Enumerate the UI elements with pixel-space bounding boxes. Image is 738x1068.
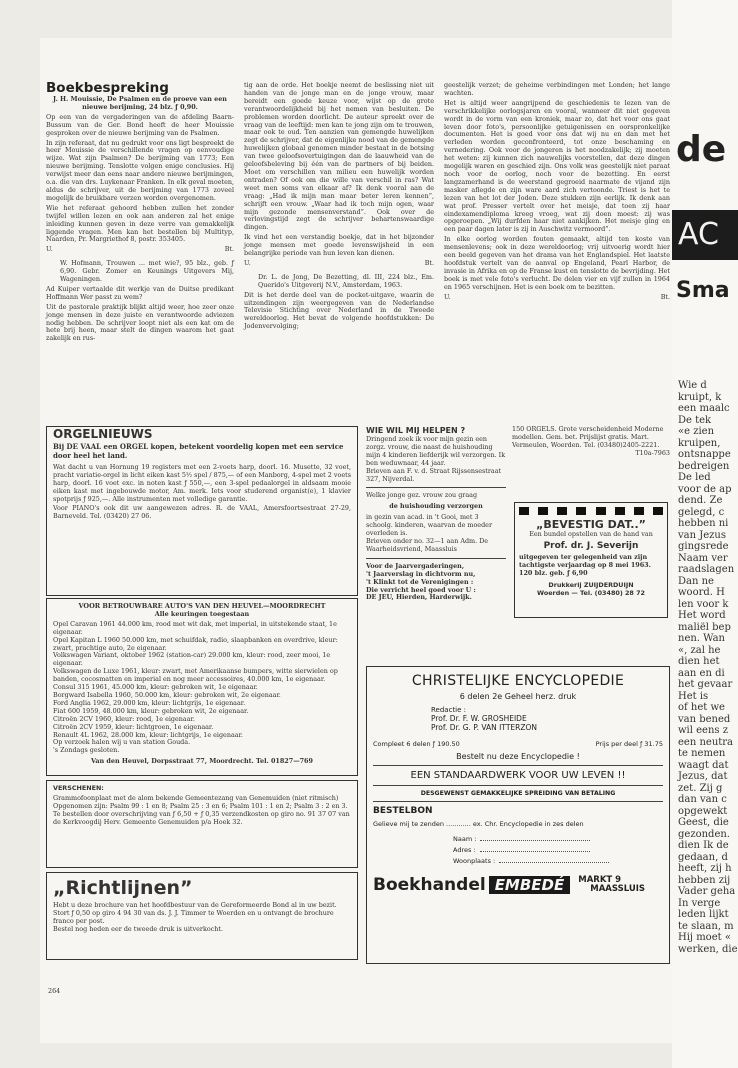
adjacent-text-line: van Jezus bbox=[678, 529, 726, 541]
price-per-volume: Prijs per deel ƒ 31.75 bbox=[595, 740, 663, 748]
price-complete: Compleet 6 delen ƒ 190.50 bbox=[373, 740, 460, 748]
auto-line: Opel Kapitan L 1960 50.000 km, met schuifdak, radio, slaapbanken en overdrive, kleur: zwart, prachtige auto, 2e eigenaar. bbox=[53, 635, 338, 652]
ad-place: Woerden — Tel. (03480) 28 72 bbox=[537, 588, 645, 597]
divider bbox=[366, 558, 506, 559]
ad-body: Hebt u deze brochure van het hoofdbestuur van de Gereformeerde Bond al in uw bezit. bbox=[53, 901, 337, 909]
auto-line: Consul 315 1961, 45.000 km, kleur: gebroken wit, 1e eigenaar. bbox=[53, 683, 258, 692]
review-column-1 bbox=[46, 96, 234, 345]
ad-bevestig-dat bbox=[514, 502, 668, 618]
ad-spreiding: DESGEWENST GEMAKKELIJKE SPREIDING VAN BETALING bbox=[420, 790, 616, 797]
ad-jaarvergadering bbox=[366, 563, 506, 603]
adjacent-text-line: kruipt, k bbox=[678, 391, 722, 403]
ad-printer: Drukkerij ZUIJDERDUIJN bbox=[548, 580, 634, 589]
adjacent-text-line: gezonden. bbox=[678, 828, 730, 840]
review-paragraph: Ad Kuiper vertaalde dit werkje van de Duitse predikant Hoffmann Wer passt zu wem? bbox=[46, 284, 234, 301]
ad-footer: Brieven onder no. 32—1 aan Adm. De Waarheidsvriend, Maassluis bbox=[366, 536, 489, 553]
adjacent-text-line: aan en di bbox=[678, 667, 725, 679]
adjacent-text-line: Het word bbox=[678, 610, 726, 621]
auto-line: Volkswagen Variant, oktober 1962 (station-car) 29.000 km, kleur: rood, zeer mooi, 1e eigenaar. bbox=[53, 651, 331, 668]
ad-editor: Prof. Dr. F. W. GROSHEIDE bbox=[431, 714, 527, 723]
ad-subtitle: 6 delen 2e Geheel herz. druk bbox=[459, 692, 577, 701]
ad-author: Prof. dr. J. Severijn bbox=[543, 540, 639, 551]
ad-encyclopedie bbox=[366, 666, 670, 964]
adjacent-text-line: dan van c bbox=[678, 794, 727, 805]
adjacent-text-line: leden lijkt bbox=[678, 909, 729, 920]
order-field-city[interactable]: Woonplaats : bbox=[453, 856, 663, 867]
ad-editor: Prof. Dr. G. P. VAN ITTERZON bbox=[431, 723, 538, 732]
newspaper-page bbox=[40, 38, 698, 1043]
adjacent-text-line: len voor k bbox=[678, 598, 729, 610]
adjacent-text-line: dien Ik de bbox=[678, 840, 729, 851]
ad-body: in gezin van acad. in 't Gooi, met 3 schoolg. kinderen, waarvan de moeder overleden is. bbox=[366, 513, 493, 538]
adjacent-text-line: raadslagen bbox=[678, 564, 735, 575]
review-paragraph: tig aan de orde. Het boekje neemt de beslissing niet uit handen van de jonge man en de jonge vrouw, maar bereidt een goede keuze voor, wijst op de grote verantwoordelijkheid bij het nemen van besluiten. De problemen worden doorlicht. De auteur spreekt over de vraag van de leeftijd: men kan te jong zijn om te trouwen, maar ook te oud. Ten aanzien van gemengde huwelijken zegt de schrijver, dat de eigenlijke nood van de gemengde huwelijken globaal genomen minder bestaat in de botsing van twee geloofsovertuigingen dan de laauwheid van de geloofsbeleving bij één van de partners of bij beiden. Moet om verschillen van milieu een huwelijk worden ontraden? Of ook om die wille van verschil in ras? Wat weet men soms van elkaar af? Ik denk vooral aan de vraag: „Had ik mijn man maar beter leren kennen”, schrijft een vrouw. „Waar had ik toch mijn ogen, waar mijn gezonde mensenverstand”. Ook over de verlovingstijd zegt de schrijver behartenswaardige dingen. bbox=[244, 81, 434, 232]
adjacent-text-line: Vader geha bbox=[678, 886, 736, 897]
adjacent-text-line: Jezus, dat bbox=[678, 771, 728, 782]
ad-code: T10a-7963 bbox=[635, 448, 670, 457]
adjacent-text-line: gelegd, c bbox=[678, 506, 725, 518]
order-form-fields bbox=[373, 834, 663, 867]
ad-body: Te bestellen door overschrijving van ƒ 6,50 + ƒ 0,35 verzendkosten op giro no. 91 37 07 van de Kerkvoogdij Herv. Gemeente Genemuiden p/a Hoek 32. bbox=[53, 809, 350, 826]
ad-line: Welke jonge gez. vrouw zou graag bbox=[366, 491, 478, 500]
ad-title: WIE WIL MIJ HELPEN ? bbox=[366, 426, 466, 435]
auto-line: Ford Anglia 1962, 29.000 km, kleur: lichtgrijs, 1e eigenaar. bbox=[53, 698, 246, 707]
review-column-2 bbox=[244, 82, 434, 333]
ad-title: ORGELNIEUWS bbox=[53, 427, 153, 441]
adjacent-text-line: bedreigen bbox=[678, 460, 730, 472]
adjacent-text-line: Geest, die bbox=[678, 817, 729, 828]
ad-helpen bbox=[366, 426, 506, 602]
adjacent-headline: de bbox=[676, 129, 727, 170]
adjacent-text-line: wil eens z bbox=[678, 725, 728, 736]
adjacent-text-line: gingsrede bbox=[678, 541, 729, 552]
ad-orgelnieuws bbox=[46, 426, 358, 596]
shop-address: MARKT 9 MAASSLUIS bbox=[578, 874, 646, 894]
review-3-heading: Dr. L. de Jong, De Bezetting, dl. III, 224 blz., Em. Querido's Uitgeverij N.V., Amsterdam, 1963. bbox=[258, 272, 434, 289]
adjacent-text-line: dend. Ze bbox=[678, 495, 723, 506]
adjacent-text-line: of het we bbox=[678, 702, 725, 713]
shop-banner bbox=[373, 875, 663, 895]
adjacent-page bbox=[672, 0, 738, 1068]
ad-line: 't Jaarverslag in dichtvorm nu, bbox=[366, 569, 476, 578]
adjacent-text-line: hebben zij bbox=[678, 874, 731, 886]
auto-line: Opel Caravan 1961 44.000 km, rood met wit dak, met imperial, in uitstekende staat, 1e eigenaar. bbox=[53, 619, 337, 636]
ad-body: 150 ORGELS. Grote verscheidenheid Moderne modellen. Gem. bet. Prijslijst gratis. Mart. Vermeulen, Woerden. Tel. (03480)2405-2221. bbox=[512, 425, 664, 449]
ad-title: „Richtlijnen” bbox=[53, 877, 193, 899]
adjacent-text-line: «e zien bbox=[678, 426, 715, 437]
ad-line: Voor de Jaarvergaderingen, bbox=[366, 561, 465, 570]
adjacent-text-line: Dan ne bbox=[678, 575, 714, 587]
adjacent-text-line: hebben ni bbox=[678, 518, 729, 529]
review-paragraph: Wie het referaat gehoord hebben zullen het zonder twijfel willen lezen en ook aan anderen zal het enige inleiding kunnen geven in deze verre van gemakkelijk liggende vragen. Men kan het bestellen bij Multityp, Naarden, Pr. Margriethof 8, postr. 353405. bbox=[46, 203, 234, 244]
adjacent-text-line: waagt dat bbox=[678, 759, 729, 771]
auto-line: Citroën 2CV 1960, kleur: rood, 1e eigenaar. bbox=[53, 714, 195, 723]
order-form-title: BESTELBON bbox=[373, 806, 433, 816]
ad-body: Bestel nog heden eer de tweede druk is uitverkocht. bbox=[53, 924, 223, 933]
review-paragraph: Het is altijd weer aangrijpend de geschiedenis te lezen van de verschrikkelijke oorlogsjaren en vooral, wanneer dit niet gegeven wordt in de vorm van een kroniek, maar zo, dat het voor ons gaat leven door foto's, persoonlijke getuigenissen en oorspronkelijke documenten. Het is goed voor ons dat wij nu en dan met het verleden worden geconfronteerd, tot onze beschaming en vernedering. Ook voor de jongeren is het noodzakelijk; zij moeten het weten: zij kunnen zich nauwelijks voorstellen, dat deze dingen mogelijk waren en geschied zijn. Ons volk was geestelijk niet paraat noch voor de oorlog, noch voor de bezetting. En eerst langzamerhand is de weerstand gegroeid naarmate de vijand zijn masker aflegde en zijn ware aard zich vertoonde. Triest is het te lezen van het lot der Joden. Deze stukken zijn eerlijk. Ik denk aan wat prof. Presser vertelt over het meisje, dat toen zij haar eindexamendiploma kreeg vroeg, wat zij doen moest: zij was opgeroepen. „Wij durfden haar niet aankijken. Het meisje ging en een paar dagen later is zij in Auschwitz vermoord”. bbox=[444, 98, 670, 234]
review-paragraph: In elke oorlog worden fouten gemaakt, altijd ten koste van mensenlevens; ook in deze wereldoorlog; vrij uitvoerig wordt hier een beeld gegeven van het drama van het Englandspiel. Het laatste hoofdstuk vertelt van de aanval op Engeland, Pearl Harbor, de invasie in Afrika en op de Franse kust en tenslotte de bevrijding. Het boek is met vele foto's verlucht. De delen vier en vijf zullen in 1964 en 1965 verschijnen. Het is een boek om te bezitten. bbox=[444, 235, 670, 291]
adjacent-text-line: Naam ver bbox=[678, 552, 728, 564]
adjacent-text-line: opgewekt bbox=[678, 805, 728, 817]
ad-slogan: EEN STANDAARDWERK VOOR UW LEVEN !! bbox=[410, 770, 626, 781]
adjacent-black-banner: AC bbox=[672, 210, 738, 260]
adjacent-subhead: Sma bbox=[676, 278, 730, 303]
ad-footer: Voor PIANO's ook dit uw aangewezen adres. R. de VAAL, Amersfoortsestraat 27-29, Barneveld. Tel. (03420) 27 06. bbox=[53, 504, 351, 521]
review-paragraph: Dit is het derde deel van de pocket-uitgave, waarin de uitzendingen zijn weergegeven van de Nederlandse Televisie Stichting over Nederland in de Tweede wereldoorlog. Het bevat de volgende hoofdstukken: De Jodenvervolging; bbox=[244, 290, 434, 331]
adjacent-text-column bbox=[678, 380, 738, 955]
ad-title: de huishouding verzorgen bbox=[389, 502, 483, 511]
adjacent-text-line: Hij moet « bbox=[678, 932, 731, 943]
review-paragraph: Uit de pastorale praktijk blijkt altijd weer, hoe zeer onze jonge mensen in deze juiste en verantwoorde adviezen nodig hebben. De schrijver loopt niet als een kat om de hete brij heen, maar stelt de dingen waarom het gaat zakelijk en rus- bbox=[46, 302, 234, 343]
review-column-3 bbox=[444, 82, 670, 305]
adjacent-text-line: maliël bep bbox=[678, 621, 731, 633]
adjacent-text-line: «, zal he bbox=[678, 644, 721, 656]
adjacent-text-line: woord. H bbox=[678, 587, 725, 598]
adjacent-text-line: voor de ap bbox=[678, 483, 732, 495]
ad-body: Stort ƒ 0,50 op giro 4 94 30 van ds. J. J. Timmer te Woerden en u ontvangt de brochure franco per post. bbox=[53, 908, 334, 925]
ad-body: Opgenomen zijn: Psalm 99 : 1 en 8; Psalm 25 : 3 en 6; Psalm 101 : 1 en 2; Psalm 3 : 2 en 3. bbox=[53, 801, 348, 810]
ad-verschenen bbox=[46, 780, 358, 868]
ad-subtitle: Alle keuringen toegestaan bbox=[154, 609, 250, 618]
adjacent-text-line: een neutra bbox=[678, 736, 734, 748]
review-signature: U. Bt. bbox=[244, 258, 434, 267]
ad-prices bbox=[373, 740, 663, 748]
ad-cta: Bestelt nu deze Encyclopedie ! bbox=[456, 752, 580, 761]
page-number: 264 bbox=[48, 987, 61, 995]
ad-redactie: Redactie : bbox=[431, 706, 467, 714]
ad-body: Grammofoonplaat met de alom bekende Gemeentezang van Genemuiden (niet ritmisch) bbox=[53, 793, 339, 802]
adjacent-text-line: In verge bbox=[678, 897, 721, 909]
divider bbox=[366, 487, 506, 488]
review-signature: U. Bt. bbox=[444, 292, 670, 301]
ad-title: CHRISTELIJKE ENCYCLOPEDIE bbox=[411, 673, 625, 689]
adjacent-text-line: te nemen bbox=[678, 748, 726, 759]
ad-orgels-150 bbox=[512, 426, 670, 458]
adjacent-text-line: kruipen, bbox=[678, 437, 721, 449]
divider bbox=[373, 765, 663, 766]
adjacent-text-line: te slaan, m bbox=[678, 920, 734, 932]
review-1-heading: J. H. Mouissie, De Psalmen en de proeve van een nieuwe berijming, 24 blz. ƒ 0,90. bbox=[53, 95, 227, 111]
auto-line: Op verzoek halen wij u van station Gouda. bbox=[53, 738, 191, 747]
order-form-text: Gelieve mij te zenden ............ ex. Chr. Encyclopedie in zes delen bbox=[373, 820, 584, 828]
ad-richtlijnen bbox=[46, 872, 358, 960]
ad-line: DE JEU, Hierden, Harderwijk. bbox=[366, 593, 472, 602]
adjacent-text-line: heeft, zij h bbox=[678, 863, 732, 874]
ad-footer: Brieven aan F. v. d. Straat Rijssensestraat 327, Nijverdal. bbox=[366, 466, 502, 483]
adjacent-text-line: ontsnappe bbox=[678, 449, 731, 460]
review-paragraph: geestelijk verzet; de geheime verbindingen met Londen; het lange wachten. bbox=[444, 81, 670, 97]
review-paragraph: Ik vind het een verstandig boekje, dat in het bijzonder jonge mensen met goede levenswijsheid in een belangrijke periode van hun leven kan dienen. bbox=[244, 233, 434, 258]
adjacent-text-line: werken, die bbox=[678, 943, 738, 955]
auto-line: Fiat 600 1959, 48.000 km, kleur: gebroken wit, 2e eigenaar. bbox=[53, 706, 249, 715]
adjacent-text-line: het gevaar bbox=[678, 679, 733, 690]
auto-line: Citroën 2CV 1959, kleur: lichtgroen, 1e eigenaar. bbox=[53, 722, 214, 731]
auto-line: Borgward Isabella 1960, 50.000 km, kleur: gebroken wit, 2e eigenaar. bbox=[53, 690, 281, 699]
auto-list bbox=[53, 621, 351, 755]
shop-name: Boekhandel bbox=[373, 875, 486, 895]
adjacent-text-line: Wie d bbox=[678, 380, 707, 391]
ad-line: Die verricht heel goed voor U : bbox=[366, 585, 476, 594]
adjacent-text-line: dien het bbox=[678, 656, 720, 667]
adjacent-text-line: De tek bbox=[678, 414, 712, 426]
ad-title: VOOR BETROUWBARE AUTO'S VAN DEN HEUVEL—MOORDRECHT bbox=[78, 602, 326, 610]
ad-line: 't Klinkt tot de Verenigingen : bbox=[366, 577, 474, 586]
adjacent-text-line: De led bbox=[678, 472, 711, 483]
auto-line: Volkswagen de Luxe 1961, kleur: zwart, met Amerikaanse bumpers, witte sierwielen op banden, cocosmatten en imperial en nog meer accessoires, 40.000 km, 1e eigenaar. bbox=[53, 667, 338, 684]
order-field-address[interactable]: Adres : bbox=[453, 845, 663, 856]
ad-body: uitgegeven ter gelegenheid van zijn tachtigste verjaardag op 8 mei 1963. 120 blz. geb. ƒ 6,90 bbox=[519, 552, 651, 577]
page-title: Boekbespreking bbox=[46, 80, 169, 96]
ad-footer: Van den Heuvel, Dorpsstraat 77, Moordrecht. Tel. 01827—769 bbox=[91, 757, 313, 766]
ad-body: Dringend zoek ik voor mijn gezin een zorgz. vrouw, die naast de huishouding mijn 4 kinderen liefderijk wil verzorgen. Ik ben weduwnaar, 44 jaar. bbox=[366, 435, 506, 467]
ad-autos bbox=[46, 598, 358, 776]
review-2-heading: W. Hofmann, Trouwen ... met wie?, 95 blz., geb. ƒ 6,90. Gebr. Zomer en Keunings Uitgevers Mij, Wageningen. bbox=[60, 259, 234, 284]
review-paragraph: Op een van de vergaderingen van de afdeling Baarn-Bussum van de Ger. Bond heeft de heer Mouissie gesproken over de nieuwe berijming van de Psalmen. bbox=[46, 112, 234, 137]
ad-subtitle: Een bundel opstellen van de hand van bbox=[529, 530, 653, 538]
decorative-border bbox=[519, 507, 663, 515]
adjacent-text-line: van bened bbox=[678, 713, 731, 725]
review-signature: U. Bt. bbox=[46, 245, 234, 254]
adjacent-text-line: nen. Wan bbox=[678, 633, 725, 644]
ad-body: Wat dacht u van Hornung 19 registers met een 2-voets harp, doorl. 16. Musette, 32 voet, pracht variatie-orgel in licht eiken kast 5½ spel / 875,— of een Manborg, 4-spel met 2 voets harp, doorl. 16 voet exc. in noten kast ƒ 550,—, een 3-spel pedaalorgel in aldsaam mooie eiken kast met ingebouwde motor, Am. merk. Iets voor studerend organist(e), 1 klavier spotprijs ƒ 925,—. Alle instrumenten met volledige garantie. bbox=[53, 462, 351, 503]
divider bbox=[373, 785, 663, 786]
shop-logo: EMBEDÉ bbox=[489, 876, 571, 894]
auto-line: Renault 4L 1962, 28.000 km, kleur: lichtgrijs, 1e eigenaar. bbox=[53, 730, 243, 739]
auto-line: 's Zondags gesloten. bbox=[53, 746, 120, 755]
adjacent-text-line: Het is bbox=[678, 690, 709, 702]
adjacent-text-line: gedaan, d bbox=[678, 851, 728, 863]
ad-title: VERSCHENEN: bbox=[53, 784, 104, 792]
adjacent-text-line: zet. Zij g bbox=[678, 782, 723, 794]
order-field-name[interactable]: Naam : bbox=[453, 834, 663, 845]
ad-title: „BEVESTIG DAT..” bbox=[536, 518, 646, 531]
divider bbox=[373, 801, 663, 802]
ad-subtitle: Bij DE VAAL een ORGEL kopen, betekent voordelig kopen met een service door heel het land. bbox=[53, 441, 344, 460]
adjacent-text-line: een maalc bbox=[678, 403, 730, 414]
review-paragraph: In zijn referaat, dat nu gedrukt voor ons ligt bespreekt de heer Mouissie de verschillende vragen op eenvoudige wijze. Wat zijn Psalmen? De berijming van 1773; Een nieuwe berijming. Tenslotte volgen enige conclusies. Hij verwijst meer dan eens naar andere nieuwe berijmingen, o.a. die van drs. Luykenaar Franken. In elk geval moeten, aldus de schrijver, uit de berijming van 1773 zoveel mogelijk de bruikbare verzen worden overgenomen. bbox=[46, 138, 234, 202]
